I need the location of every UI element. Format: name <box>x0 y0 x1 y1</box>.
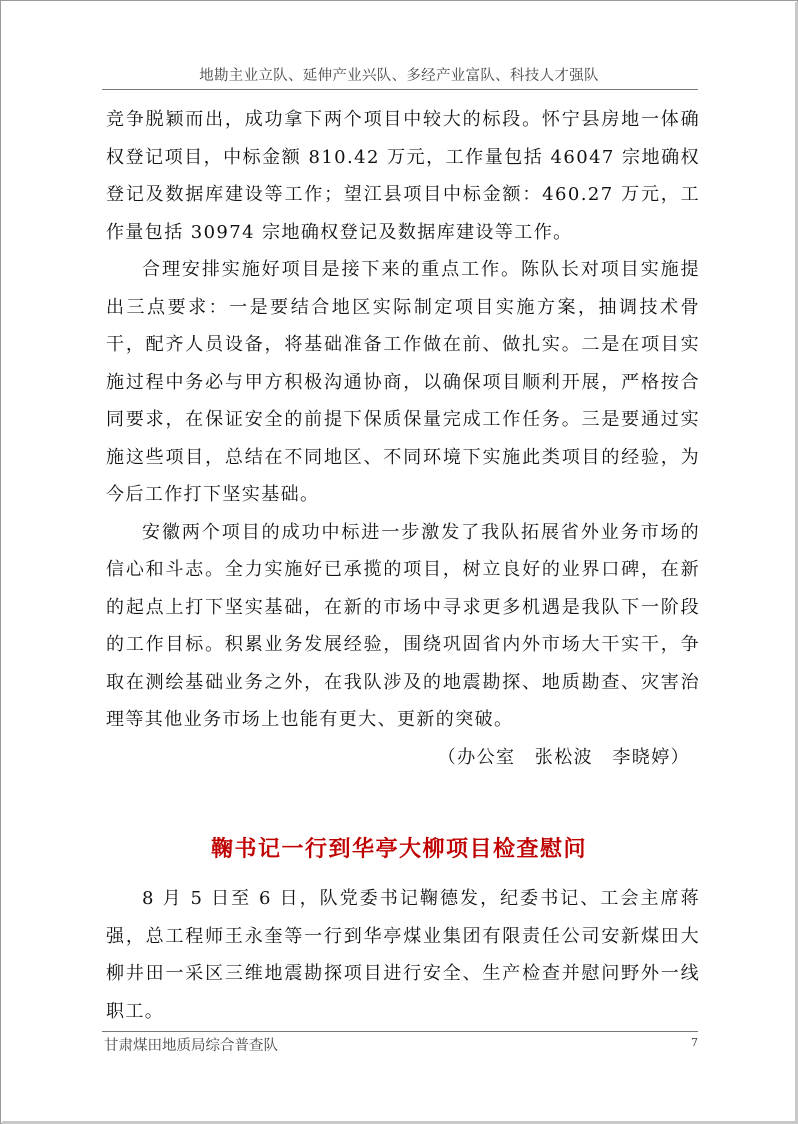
article-2-title: 鞠书记一行到华亭大柳项目检查慰问 <box>210 836 587 862</box>
article-1-paragraph-2: 合理安排实施好项目是接下来的重点工作。陈队长对项目实施提出三点要求：一是要结合地区实际制定项目实施方案，抽调技术骨干，配齐人员设备，将基础准备工作做在前、做扎实。二是在项目实施过程中务必与甲方积极沟通协商，以确保项目顺利开展，严格按合同要求，在保证安全的前提下保质保量完成工作任务。三是要通过实施这些项目，总结在不同地区、不同环境下实施此类项目的经验，为今后工作打下坚实基础。 <box>106 259 700 505</box>
article-2-paragraph-1: 8 月 5 日至 6 日，队党委书记鞠德发，纪委书记、工会主席蒋强，总工程师王永奎等一行到华亭煤业集团有限责任公司安新煤田大柳井田一采区三维地震勘探项目进行安全、生产检查并慰问野外一线职工。 <box>106 888 700 1022</box>
page-number: 7 <box>691 1036 698 1049</box>
footer-organization: 甘肃煤田地质局综合普查队 <box>104 1038 278 1054</box>
article-1-body <box>106 101 700 776</box>
header-rule <box>102 89 698 90</box>
footer-rule <box>102 1031 698 1032</box>
running-header: 地勘主业立队、延伸产业兴队、多经产业富队、科技人才强队 <box>199 68 599 84</box>
article-1-paragraph-1: 竞争脱颖而出，成功拿下两个项目中较大的标段。怀宁县房地一体确权登记项目，中标金额 810.42 万元，工作量包括 46047 宗地确权登记及数据库建设等工作；望江县项目中标金额：460.27 万元，工作量包括 30974 宗地确权登记及数据库建设等工作。 <box>106 109 700 243</box>
article-2-body <box>106 880 700 1030</box>
article-1-paragraph-3: 安徽两个项目的成功中标进一步激发了我队拓展省外业务市场的信心和斗志。全力实施好已承揽的项目，树立良好的业界口碑，在新的起点上打下坚实基础，在新的市场中寻求更多机遇是我队下一阶段的工作目标。积累业务发展经验，围绕巩固省内外市场大干实干，争取在测绘基础业务之外，在我队涉及的地震勘探、地质勘查、灾害治理等其他业务市场上也能有更大、更新的突破。 <box>106 521 700 730</box>
article-1-signature: （办公室 张松波 李晓婷） <box>437 746 690 768</box>
